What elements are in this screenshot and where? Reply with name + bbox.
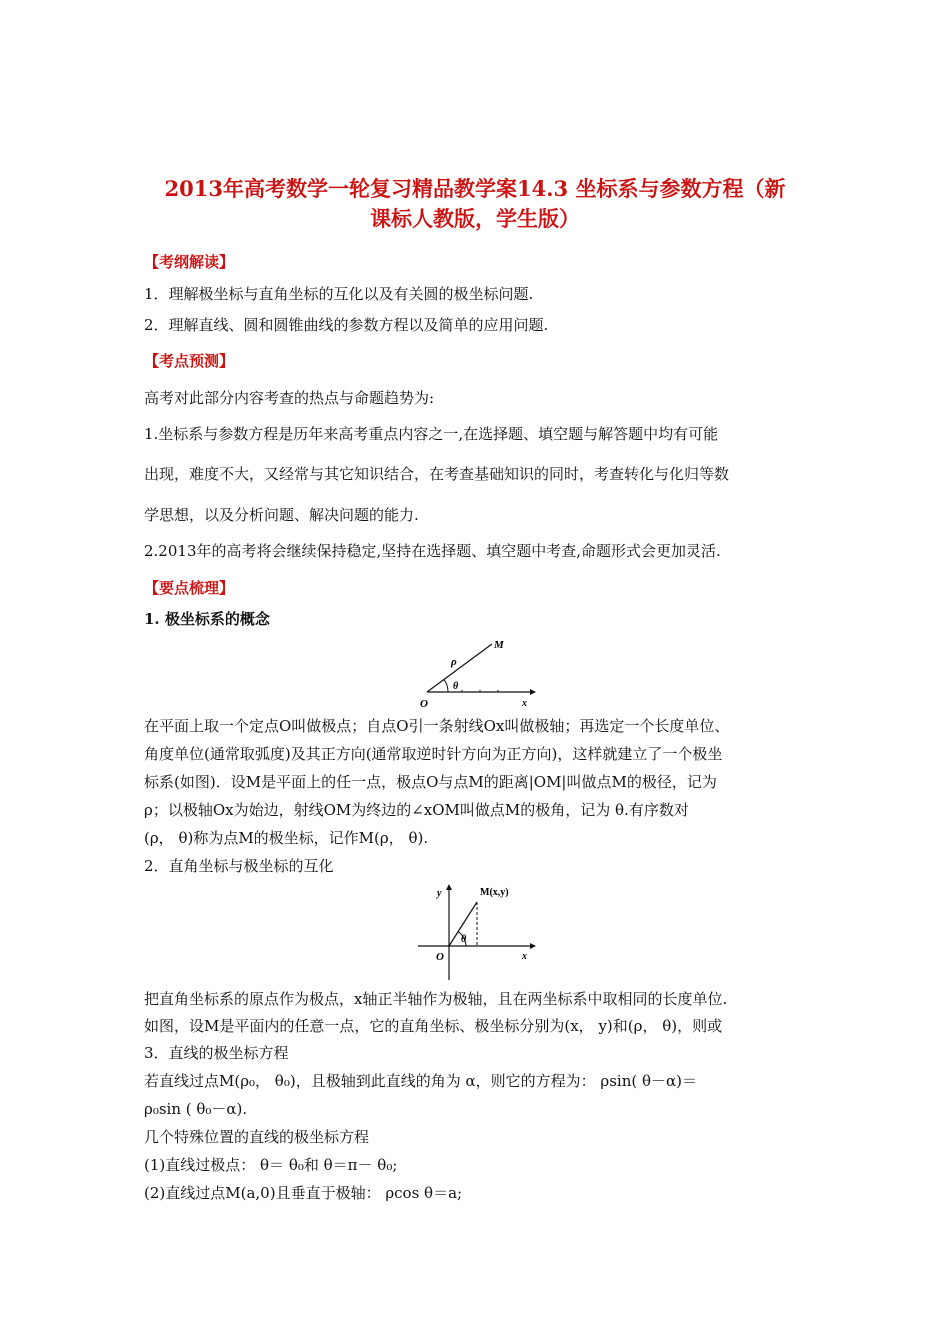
kaogang-item-2: 2．理解直线、圆和圆锥曲线的参数方程以及简单的应用问题. (144, 316, 549, 334)
kaodian-p1-line-2: 出现，难度不大，又经常与其它知识结合，在考查基础知识的同时，考查转化与化归等数 (144, 465, 730, 483)
label-O: O (436, 951, 444, 963)
s3-title: 3．直线的极坐标方程 (144, 1044, 289, 1062)
label-theta: θ (453, 681, 459, 692)
s2-title: 2．直角坐标与极坐标的互化 (144, 857, 334, 875)
angle-arc (444, 679, 448, 692)
s1-text-line-3: 标系(如图)．设M是平面上的任一点，极点O与点M的距离|OM|叫做点M的极径，记为 (144, 773, 717, 791)
x-axis-arrow (530, 943, 536, 949)
label-M-xy: M(x,y) (480, 887, 509, 898)
s2-text-line-2: 如图，设M是平面内的任意一点，它的直角坐标、极坐标分别为(x， y)和(ρ， θ)，则或 (144, 1017, 723, 1035)
label-x: x (522, 698, 527, 709)
kaodian-p1-line-3: 学思想，以及分析问题、解决问题的能力. (144, 506, 419, 524)
title-line-1: 2013年高考数学一轮复习精品教学案14.3 坐标系与参数方程（新 (164, 176, 786, 201)
s1-text-line-4: ρ；以极轴Ox为始边，射线OM为终边的∠xOM叫做点M的极角，记为 θ.有序数对 (144, 801, 689, 819)
s3-text-line-2: ρ₀sin ( θ₀－α). (144, 1100, 248, 1118)
polar-coordinate-figure (412, 632, 538, 712)
s3-text-line-1: 若直线过点M(ρ₀， θ₀)，且极轴到此直线的角为 α，则它的方程为： ρsin( θ－α)＝ (144, 1072, 697, 1090)
section-heading-yaodian: 【要点梳理】 (144, 579, 235, 597)
kaodian-intro: 高考对此部分内容考查的热点与命题趋势为: (144, 389, 435, 407)
s1-text-line-1: 在平面上取一个定点O叫做极点；自点O引一条射线Ox叫做极轴；再选定一个长度单位、 (144, 717, 730, 735)
s2-text-line-1: 把直角坐标系的原点作为极点，x轴正半轴作为极轴，且在两坐标系中取相同的长度单位. (144, 990, 728, 1008)
y-axis-arrow (446, 884, 452, 890)
s3-subtitle: 几个特殊位置的直线的极坐标方程 (144, 1128, 370, 1146)
document-title (120, 174, 830, 234)
ray-OM (427, 644, 492, 692)
label-O: O (420, 698, 428, 710)
kaogang-item-1: 1．理解极坐标与直角坐标的互化以及有关圆的极坐标问题. (144, 285, 534, 303)
label-y: y (437, 888, 442, 899)
s3-item-1: (1)直线过极点： θ＝ θ₀和 θ＝π－ θ₀; (144, 1156, 398, 1174)
kaodian-p2: 2.2013年的高考将会继续保持稳定,坚持在选择题、填空题中考查,命题形式会更加灵活. (144, 542, 721, 560)
label-rho: ρ (451, 656, 457, 668)
label-theta: θ (461, 934, 467, 945)
section-heading-kaogang: 【考纲解读】 (144, 253, 235, 271)
label-M: M (494, 639, 504, 651)
section-heading-kaodian: 【考点预测】 (144, 352, 235, 370)
s1-text-line-5: (ρ， θ)称为点M的极坐标，记作M(ρ， θ). (144, 829, 429, 847)
label-x: x (522, 951, 527, 962)
s1-title: 1. 极坐标系的概念 (144, 610, 270, 628)
title-line-2: 课标人教版，学生版） (370, 206, 580, 231)
s1-text-line-2: 角度单位(通常取弧度)及其正方向(通常取逆时针方向为正方向)，这样就建立了一个极坐 (144, 745, 723, 763)
s3-item-2: (2)直线过点M(a,0)且垂直于极轴： ρcos θ＝a; (144, 1184, 463, 1202)
kaodian-p1-line-1: 1.坐标系与参数方程是历年来高考重点内容之一,在选择题、填空题与解答题中均有可能 (144, 425, 719, 443)
cartesian-coordinate-figure (412, 880, 538, 984)
polar-axis-arrow (530, 689, 536, 695)
